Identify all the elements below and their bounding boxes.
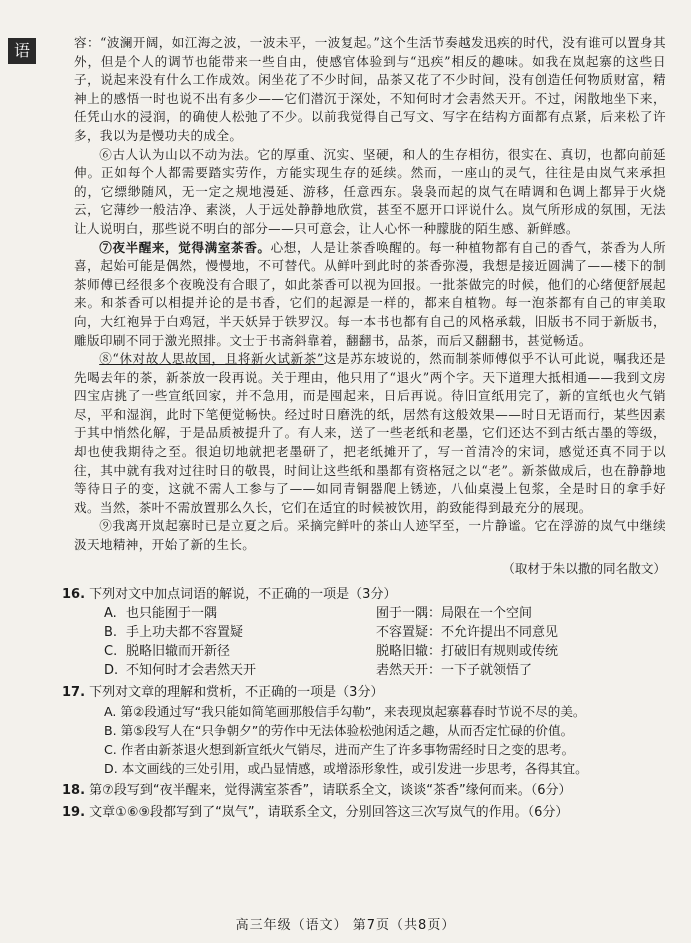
question-number: 17. — [62, 684, 86, 700]
page-footer: 高三年级（语文） 第7页（共8页） — [235, 918, 456, 933]
question-17 — [62, 683, 666, 778]
question-text: 第⑦段写到“夜半醒来，觉得满室茶香”，请联系全文，谈谈“茶香”缘何而来。（6分） — [89, 782, 572, 798]
passage-source: （取材于朱以撒的同名散文） — [502, 560, 666, 576]
option-c: C. 作者由新茶退火想到新宣纸火气销尽，进而产生了许多事物需经时日之变的思考。 — [104, 741, 575, 757]
option-c — [104, 642, 666, 661]
option-letter: C. — [104, 643, 118, 659]
question-stem — [62, 585, 666, 604]
option-phrase: 不知何时才会砉然天开 — [126, 662, 257, 678]
option-gloss: 不容置疑：不允许提出不同意见 — [376, 624, 559, 640]
passage-paragraph-continued: 容：“波澜开阔，如江海之波，一波未平，一波复起。”这个生活节奏越发迅疾的时代，没有谁可以置身其外，但是个人的调节也能带来一些自由，使感官体验到与“迅疾”相反的趣味。如我在岚起寨的这些日子，说起来没有什么工作成效。闲坐花了不少时间，品茶又花了不少时间，没有创造任何物质财富，精神上的感悟一时也说不出有多少——它们潜沉于深处，不知何时才会砉然天开。不过，闲散地坐下来，任凭山水的浸润，的确使人松弛了不少。以前我觉得自己写文、写字在结构方面都有点紧，后来松了许多，我以为是慢功夫的成全。 — [74, 35, 666, 143]
passage-paragraph-7 — [74, 239, 666, 351]
option-phrase: 也只能囿于一隅 — [126, 605, 218, 621]
option-gloss: 砉然天开：一下子就领悟了 — [376, 662, 533, 678]
option-d — [104, 661, 666, 680]
option-a — [104, 604, 666, 623]
question-number: 18. — [62, 782, 86, 798]
option-phrase: 脱略旧辙而开新径 — [126, 643, 231, 659]
question-number: 16. — [62, 586, 86, 602]
option-a: A. 第②段通过写“我只能如简笔画那般信手勾勒”，来表现岚起寨暮春时节说不尽的美。 — [104, 703, 586, 719]
question-19 — [62, 803, 666, 822]
passage-paragraph-6: ⑥古人认为山以不动为法。它的厚重、沉实、坚硬，和人的生存相彷，很实在、真切，也都向前延伸。正如每个人都需要踏实劳作，方能实现生存的延续。然而，一座山的灵气，往往是由岚气来承担的，它缥缈随风，无一定之规地漫延、游移，任意西东。袅袅而起的岚气在晴调和色调上都异于火烧云，它薄纱一般洁净、素淡，人于远处静静地欣赏，甚至不愿开口评说什么。岚气所形成的氛围，无法让人说明白，那些说不明白的部分——只可意会，让人心怀一种朦胧的陌生感、新鲜感。 — [74, 146, 666, 236]
subject-tab: 语 — [8, 38, 36, 64]
paragraph-7-body: 心想，人是让茶香唤醒的。每一种植物都有自己的香气，茶香为人所喜，起始可能是偶然，慢慢地，不可替代。从鲜叶到此时的茶香弥漫，我想是接近圆满了——楼下的制茶师傅已经很多个夜晚没有合眼了，如此茶香可以视为回报。一批茶做完的时候，他们的心绪便舒展起来。和茶香可以相提并论的是书香，它们的起源是一样的，都来自植物。每一泡茶都有自己的审美取向，大红袍异于白鸡冠，半天妖异于铁罗汉。每一本书也都有自己的风格承载，旧版书不同于新版书，雕版印刷不同于激光照排。文士于书斋斜靠着，翻翻书，品茶，而后又翻翻书，甚觉畅适。 — [74, 239, 666, 348]
question-text: 下列对文章的理解和赏析，不正确的一项是（3分） — [89, 684, 384, 700]
exam-page — [62, 34, 666, 822]
question-18 — [62, 781, 666, 800]
passage-paragraph-9: ⑨我离开岚起寨时已是立夏之后。采摘完鲜叶的茶山人迹罕至，一片静谧。它在浮游的岚气中继续汲天地精神，开始了新的生长。 — [74, 518, 666, 553]
question-text: 下列对文中加点词语的解说，不正确的一项是（3分） — [89, 586, 397, 602]
option-letter: A. — [104, 605, 117, 621]
option-b — [104, 623, 666, 642]
question-stem — [62, 683, 666, 702]
option-letter: B. — [104, 624, 118, 640]
option-d: D. 本文画线的三处引用，或凸显情感，或增添形象性，或引发进一步思考，各得其宜。 — [104, 760, 588, 776]
option-gloss: 囿于一隅：局限在一个空间 — [376, 605, 533, 621]
paragraph-8-quote: ⑧“休对故人思故国，且将新火试新茶” — [99, 351, 324, 367]
paragraph-7-lead: ⑦夜半醒来，觉得满室茶香。 — [99, 239, 271, 255]
question-text: 文章①⑥⑨段都写到了“岚气”，请联系全文，分别回答这三次写岚气的作用。（6分） — [89, 804, 569, 820]
question-number: 19. — [62, 804, 86, 820]
option-gloss: 脱略旧辙：打破旧有规则或传统 — [376, 643, 559, 659]
option-b: B. 第⑤段写人在“只争朝夕”的劳作中无法体验松弛闲适之趣，从而否定忙碌的价值。 — [104, 722, 574, 738]
option-phrase: 手上功夫都不容置疑 — [126, 624, 244, 640]
passage-paragraph-8 — [74, 350, 666, 517]
question-16 — [62, 585, 666, 680]
paragraph-8-body: 这是苏东坡说的，然而制茶师傅似乎不认可此说，嘱我还是先喝去年的茶，新茶放一段再说。关于理由，他只用了“退火”两个字。天下道理大抵相通——我到文房四宝店挑了一些宣纸回家，并不急用，而是囤起来，日后再说。待旧宣纸用完了，新的宣纸也火气销尽，平和湿润，此时下笔便觉畅快。经过时日磨洗的纸，居然有这般效果——时日无语而行，某些因素于其中悄然化解，于是品质被提升了。有人来，送了一些老纸和老墨，它们还达不到古纸古墨的等级，却也使我期待之至。很迫切地就把老墨研了，把老纸摊开了，写一首清冷的宋词，感觉还真不同于以往，其中就有我对过往时日的敬畏，时间让这些纸和墨都有资格冠之以“老”。新茶做成后，也在静静地等待日子的变，这就不需人工参与了——如同青铜器爬上锈迹，八仙桌漫上包浆，全是时日的拿手好戏。当然，茶叶不需放置那么久长，它们在适宜的时候被饮用，韵致能得到最充分的展现。 — [74, 351, 666, 515]
option-letter: D. — [104, 662, 119, 678]
